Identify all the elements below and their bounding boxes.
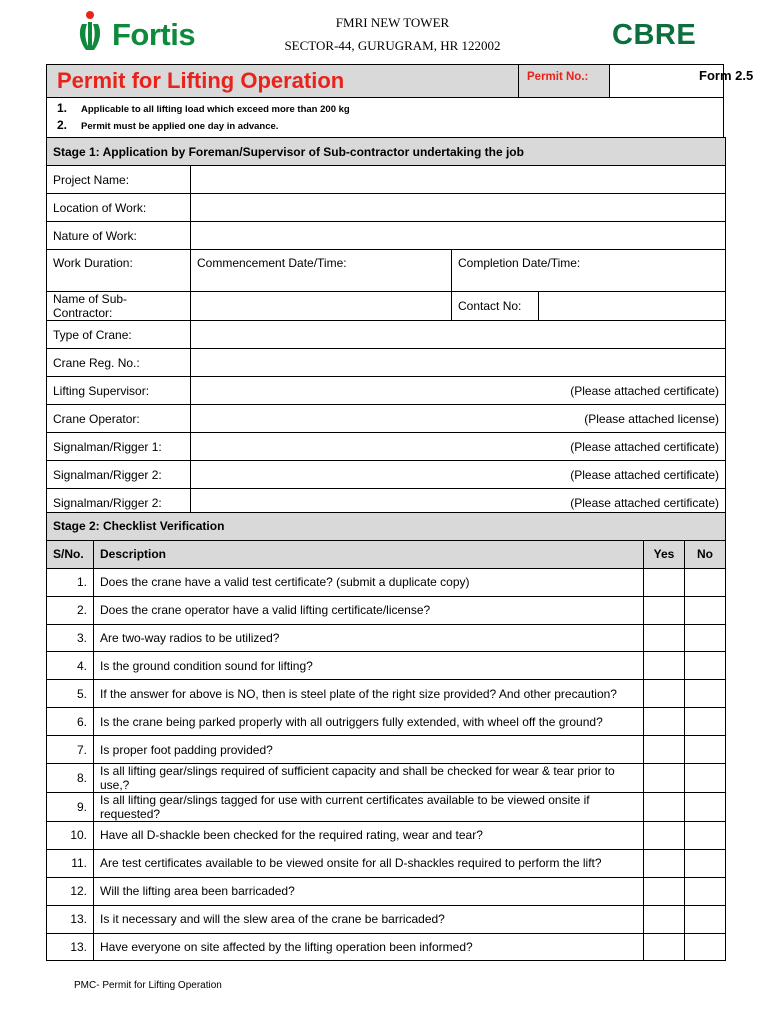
- sub-contractor-field[interactable]: [191, 292, 452, 321]
- location-field[interactable]: [191, 194, 726, 222]
- rigger3-field[interactable]: (Please attached certificate): [191, 489, 726, 517]
- checklist-yes-cell[interactable]: [644, 624, 685, 652]
- checklist-description: Are two-way radios to be utilized?: [94, 624, 644, 652]
- contact-no-label: Contact No:: [452, 292, 539, 321]
- checklist-description: Is all lifting gear/slings tagged for use with current certificates available to be viewed onsite if requested?: [94, 793, 644, 822]
- sub-contractor-label: Name of Sub-Contractor:: [47, 292, 191, 321]
- checklist-row: [47, 680, 726, 708]
- checklist-sno: 9.: [47, 793, 94, 822]
- checklist-row: [47, 849, 726, 877]
- checklist-description: Have everyone on site affected by the lifting operation been informed?: [94, 933, 644, 961]
- work-duration-label: Work Duration:: [47, 250, 191, 292]
- checklist-sno: 7.: [47, 736, 94, 764]
- checklist-description: Does the crane operator have a valid lifting certificate/license?: [94, 596, 644, 624]
- checklist-yes-cell[interactable]: [644, 822, 685, 850]
- note-item: 2. Permit must be applied one day in advance.: [57, 118, 279, 132]
- rigger1-label: Signalman/Rigger 1:: [47, 433, 191, 461]
- lifting-supervisor-label: Lifting Supervisor:: [47, 377, 191, 405]
- checklist-yes-cell[interactable]: [644, 793, 685, 822]
- checklist-description: Is proper foot padding provided?: [94, 736, 644, 764]
- footer-text: PMC- Permit for Lifting Operation: [74, 980, 222, 991]
- nature-field[interactable]: [191, 222, 726, 250]
- checklist-description: Have all D-shackle been checked for the required rating, wear and tear?: [94, 822, 644, 850]
- address-line-2: SECTOR-44, GURUGRAM, HR 122002: [284, 38, 501, 53]
- checklist-row: [47, 793, 726, 822]
- checklist-description: Is the crane being parked properly with all outriggers fully extended, with wheel off the ground?: [94, 708, 644, 736]
- crane-operator-label: Crane Operator:: [47, 405, 191, 433]
- project-name-field[interactable]: [191, 166, 726, 194]
- checklist-description: If the answer for above is NO, then is steel plate of the right size provided? And other precaution?: [94, 680, 644, 708]
- fortis-logo-text: Fortis: [112, 17, 196, 52]
- form-number: Form 2.5: [699, 68, 754, 83]
- checklist-no-cell[interactable]: [685, 652, 726, 680]
- location-label: Location of Work:: [47, 194, 191, 222]
- crane-operator-field[interactable]: (Please attached license): [191, 405, 726, 433]
- checklist-row: [47, 905, 726, 933]
- rigger2-field[interactable]: (Please attached certificate): [191, 461, 726, 489]
- checklist-row: [47, 933, 726, 961]
- checklist-yes-cell[interactable]: [644, 652, 685, 680]
- notes-box: [46, 97, 724, 138]
- checklist-row: [47, 596, 726, 624]
- checklist-sno: 6.: [47, 708, 94, 736]
- checklist-no-cell[interactable]: [685, 568, 726, 596]
- project-name-label: Project Name:: [47, 166, 191, 194]
- checklist-yes-cell[interactable]: [644, 849, 685, 877]
- checklist-yes-cell[interactable]: [644, 680, 685, 708]
- checklist-row: [47, 877, 726, 905]
- checklist-no-cell[interactable]: [685, 905, 726, 933]
- checklist-sno: 13.: [47, 905, 94, 933]
- nature-label: Nature of Work:: [47, 222, 191, 250]
- address-line-1: FMRI NEW TOWER: [335, 15, 450, 30]
- checklist-no-cell[interactable]: [685, 793, 726, 822]
- note-item: 1. Applicable to all lifting load which exceed more than 200 kg: [57, 101, 350, 115]
- completion-field[interactable]: Completion Date/Time:: [452, 250, 726, 292]
- checklist-sno: 12.: [47, 877, 94, 905]
- checklist-yes-cell[interactable]: [644, 905, 685, 933]
- checklist-sno: 3.: [47, 624, 94, 652]
- checklist-no-cell[interactable]: [685, 764, 726, 793]
- checklist-row: [47, 652, 726, 680]
- checklist-sno: 2.: [47, 596, 94, 624]
- checklist-no-cell[interactable]: [685, 624, 726, 652]
- crane-reg-label: Crane Reg. No.:: [47, 349, 191, 377]
- rigger1-field[interactable]: (Please attached certificate): [191, 433, 726, 461]
- title-cell: [47, 65, 519, 97]
- crane-reg-field[interactable]: [191, 349, 726, 377]
- checklist-row: [47, 708, 726, 736]
- checklist-description: Are test certificates available to be viewed onsite for all D-shackles required to perform the lift?: [94, 849, 644, 877]
- checklist-yes-cell[interactable]: [644, 736, 685, 764]
- rigger2-label: Signalman/Rigger 2:: [47, 461, 191, 489]
- commencement-field[interactable]: Commencement Date/Time:: [191, 250, 452, 292]
- checklist-row: [47, 822, 726, 850]
- checklist-sno: 11.: [47, 849, 94, 877]
- col-yes: Yes: [644, 540, 685, 568]
- lifting-supervisor-field[interactable]: (Please attached certificate): [191, 377, 726, 405]
- crane-type-field[interactable]: [191, 321, 726, 349]
- checklist-yes-cell[interactable]: [644, 568, 685, 596]
- checklist-sno: 5.: [47, 680, 94, 708]
- stage2-table: [46, 512, 726, 961]
- stage2-heading: Stage 2: Checklist Verification: [47, 513, 726, 541]
- col-no: No: [685, 540, 726, 568]
- col-description: Description: [94, 540, 644, 568]
- checklist-row: [47, 568, 726, 596]
- checklist-no-cell[interactable]: [685, 736, 726, 764]
- contact-no-field[interactable]: [539, 292, 726, 321]
- checklist-description: Will the lifting area been barricaded?: [94, 877, 644, 905]
- checklist-sno: 10.: [47, 822, 94, 850]
- checklist-description: Is the ground condition sound for lifting?: [94, 652, 644, 680]
- checklist-no-cell[interactable]: [685, 822, 726, 850]
- checklist-description: Does the crane have a valid test certificate? (submit a duplicate copy): [94, 568, 644, 596]
- checklist-yes-cell[interactable]: [644, 764, 685, 793]
- checklist-sno: 1.: [47, 568, 94, 596]
- checklist-sno: 13.: [47, 933, 94, 961]
- form-title: Permit for Lifting Operation: [57, 68, 345, 93]
- title-row: [46, 64, 724, 98]
- stage1-table: [46, 137, 726, 517]
- checklist-no-cell[interactable]: [685, 708, 726, 736]
- col-sno: S/No.: [47, 540, 94, 568]
- checklist-yes-cell[interactable]: [644, 596, 685, 624]
- crane-type-label: Type of Crane:: [47, 321, 191, 349]
- permit-no-label: Permit No.:: [527, 71, 589, 83]
- checklist-row: [47, 736, 726, 764]
- checklist-yes-cell[interactable]: [644, 933, 685, 961]
- checklist-no-cell[interactable]: [685, 596, 726, 624]
- checklist-row: [47, 624, 726, 652]
- checklist-no-cell[interactable]: [685, 933, 726, 961]
- stage1-heading: Stage 1: Application by Foreman/Supervisor of Sub-contractor undertaking the job: [47, 138, 726, 166]
- checklist-sno: 4.: [47, 652, 94, 680]
- checklist-sno: 8.: [47, 764, 94, 793]
- checklist-no-cell[interactable]: [685, 680, 726, 708]
- checklist-yes-cell[interactable]: [644, 708, 685, 736]
- checklist-yes-cell[interactable]: [644, 877, 685, 905]
- checklist-no-cell[interactable]: [685, 849, 726, 877]
- checklist-description: Is it necessary and will the slew area of the crane be barricaded?: [94, 905, 644, 933]
- rigger3-label: Signalman/Rigger 2:: [47, 489, 191, 517]
- permit-no-cell: [519, 65, 610, 97]
- checklist-row: [47, 764, 726, 793]
- checklist-no-cell[interactable]: [685, 877, 726, 905]
- cbre-logo: CBRE: [612, 19, 697, 51]
- checklist-description: Is all lifting gear/slings required of sufficient capacity and shall be checked for wear & tear prior to use,?: [94, 764, 644, 793]
